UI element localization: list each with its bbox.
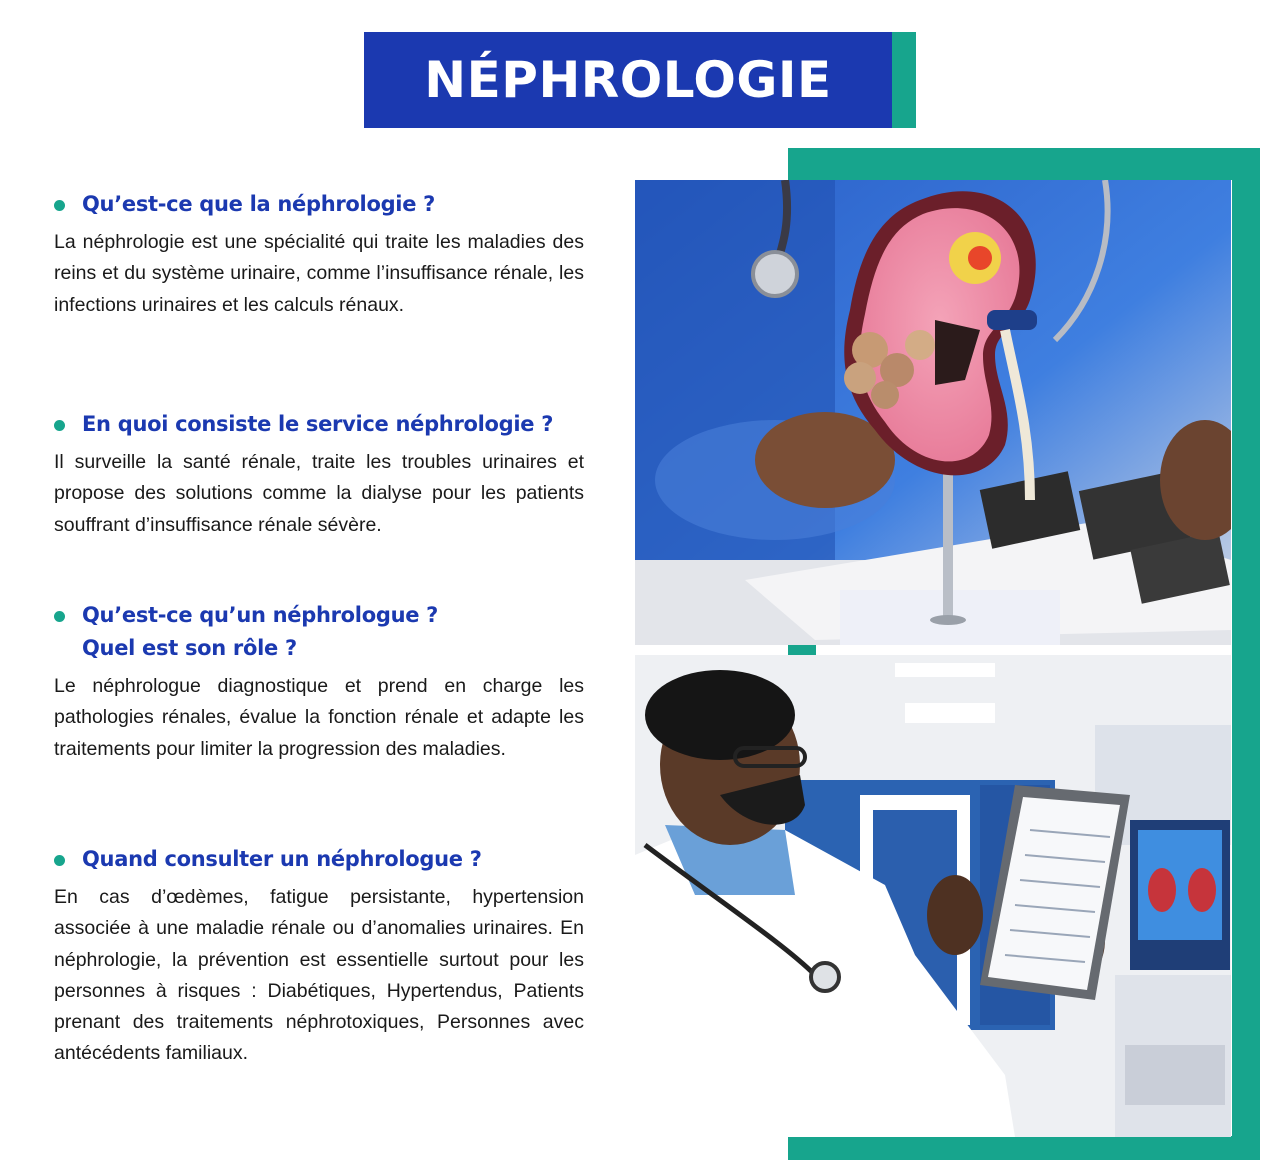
doctor-clipboard-photo [635, 655, 1231, 1137]
section-nephrologist-role [54, 599, 584, 765]
section-answer: Le néphrologue diagnostique et prend en charge les pathologies rénales, évalue la fonction rénale et adapte les traitements pour limiter la progression des maladies. [54, 675, 584, 760]
bullet-icon [54, 611, 65, 622]
section-service [54, 408, 584, 541]
question-line-1: Qu’est-ce que la néphrologie ? [82, 192, 436, 216]
section-question [54, 843, 584, 876]
page-title: NÉPHROLOGIE [424, 51, 832, 109]
bullet-icon [54, 200, 65, 211]
section-question [54, 188, 584, 221]
section-answer: En cas d’œdèmes, fatigue persistante, hypertension associée à une maladie rénale ou d’anomalies urinaires. En néphrologie, la prévention est essentielle surtout pour les personnes à risques : Diabétiques, Hypertendus, Patients prenant des traitements néphrotoxiques, Personnes avec antécédents familiaux. [54, 886, 584, 1065]
question-line-2: Quel est son rôle ? [82, 636, 297, 660]
title-banner [364, 32, 916, 128]
title-accent-bar [890, 32, 916, 128]
bullet-icon [54, 420, 65, 431]
section-question [54, 599, 584, 665]
bullet-icon [54, 855, 65, 866]
question-line-1: Qu’est-ce qu’un néphrologue ? [82, 603, 439, 627]
section-when-to-consult [54, 843, 584, 1070]
kidney-model-photo [635, 180, 1231, 645]
question-line-1: Quand consulter un néphrologue ? [82, 847, 482, 871]
section-answer: La néphrologie est une spécialité qui traite les maladies des reins et du système urinaire, comme l’insuffisance rénale, les infections urinaires et les calculs rénaux. [54, 231, 584, 316]
section-question [54, 408, 584, 441]
section-what-is-nephrology [54, 188, 584, 321]
section-answer: Il surveille la santé rénale, traite les troubles urinaires et propose des solutions comme la dialyse pour les patients souffrant d’insuffisance rénale sévère. [54, 451, 584, 536]
question-line-1: En quoi consiste le service néphrologie ? [82, 412, 554, 436]
title-box [364, 32, 892, 128]
